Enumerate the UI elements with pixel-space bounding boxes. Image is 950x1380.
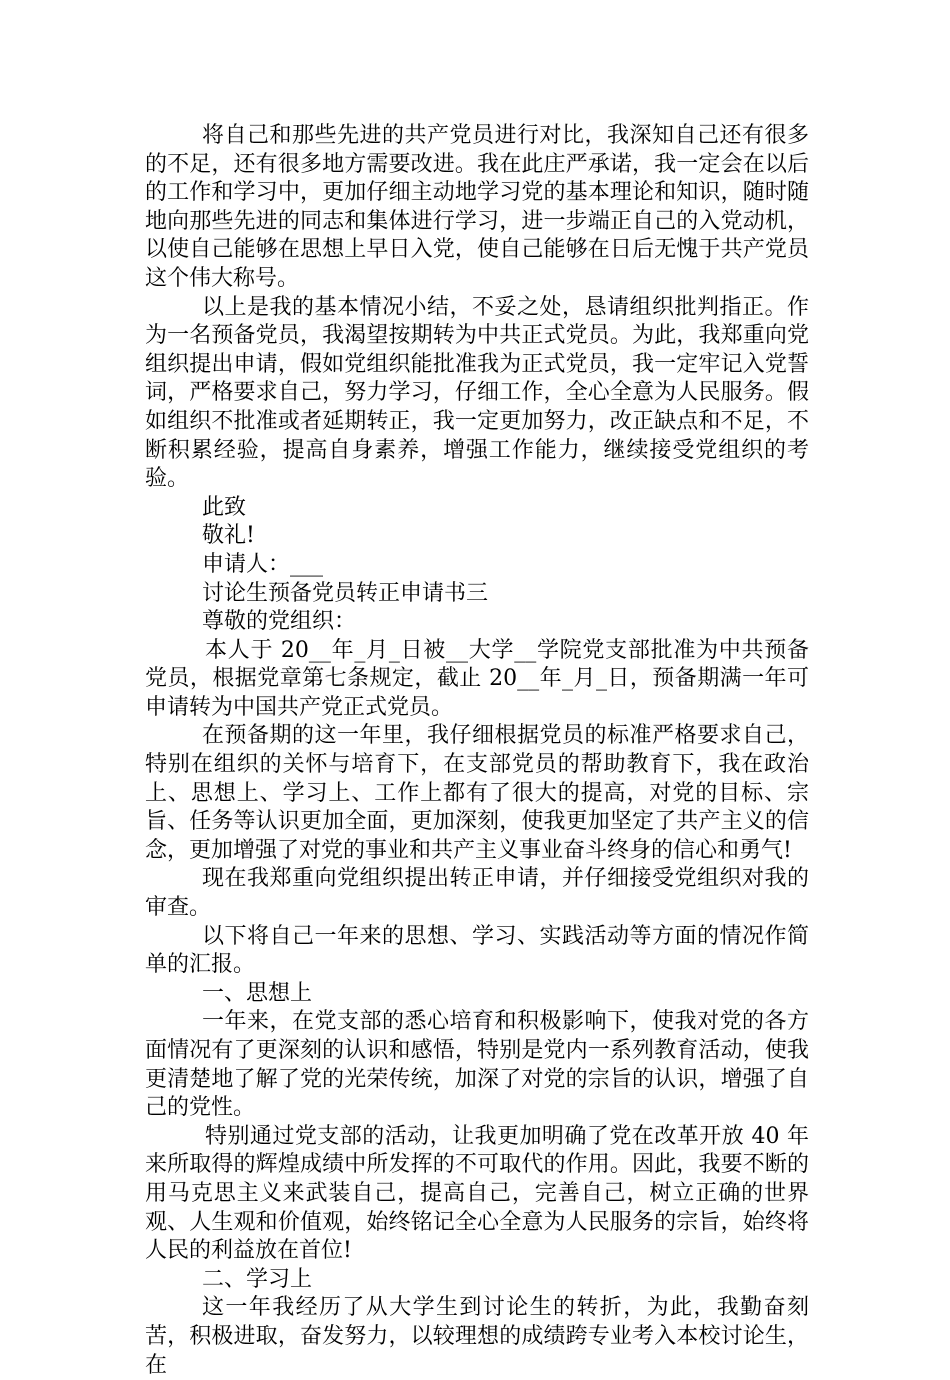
paragraph-report-intro: 以下将自己一年来的思想、学习、实践活动等方面的情况作简单的汇报。 [145,923,809,978]
paragraph-approval-info: 本人于 20__年_月_日被__大学__学院党支部批准为中共预备党员，根据党章第七条规定，截止 20__年_月_日，预备期满一年可申请转为中国共产党正式党员。 [145,637,809,720]
paragraph-formal-application: 现在我郑重向党组织提出转正申请，并仔细接受党组织对我的审查。 [145,866,809,921]
heading-ideology: 一、思想上 [202,980,313,1006]
closing-regards: 敬礼! [202,523,255,549]
paragraph-summary-request: 以上是我的基本情况小结，不妥之处，恳请组织批判指正。作为一名预备党员，我渴望按期转为中共正式党员。为此，我郑重向党组织提出申请，假如党组织能批准我为正式党员，我一定牢记入党誓词，严格要求自己，努力学习，仔细工作，全心全意为人民服务。假如组织不批准或者延期转正，我一定更加努力，改正缺点和不足，不断积累经验，提高自身素养，增强工作能力，继续接受党组织的考验。 [145,294,809,492]
letter-greeting: 尊敬的党组织： [202,609,357,635]
paragraph-study-1: 这一年我经历了从大学生到讨论生的转折，为此，我勤奋刻苦，积极进取，奋发努力，以较理想的成绩跨专业考入本校讨论生，在 [145,1295,809,1378]
closing-salutation: 此致 [202,494,247,520]
paragraph-probation-year: 在预备期的这一年里，我仔细根据党员的标准严格要求自己，特别在组织的关怀与培育下，在支部党员的帮助教育下，我在政治上、思想上、学习上、工作上都有了很大的提高，对党的目标、宗旨、任务等认识更加全面，更加深刻，使我更加坚定了共产主义的信念，更加增强了对党的事业和共产主义事业奋斗终身的信心和勇气! [145,723,809,863]
paragraph-ideology-1: 一年来，在党支部的悉心培育和积极影响下，使我对党的各方面情况有了更深刻的认识和感悟，特别是党内一系列教育活动，使我更清楚地了解了党的光荣传统，加深了对党的宗旨的认识，增强了自己的党性。 [145,1009,809,1121]
section-title: 讨论生预备党员转正申请书三 [202,580,489,606]
paragraph-self-comparison: 将自己和那些先进的共产党员进行对比，我深知自己还有很多的不足，还有很多地方需要改进。我在此庄严承诺，我一定会在以后的工作和学习中，更加仔细主动地学习党的基本理论和知识，随时随地向那些先进的同志和集体进行学习，进一步端正自己的入党动机，以使自己能够在思想上早日入党，使自己能够在日后无愧于共产党员这个伟大称号。 [145,123,809,291]
paragraph-ideology-2: 特别通过党支部的活动，让我更加明确了党在改革开放 40 年来所取得的辉煌成绩中所发挥的不可取代的作用。因此，我要不断的用马克思主义来武装自己，提高自己，完善自己，树立正确的世界观、人生观和价值观，始终铭记全心全意为人民服务的宗旨，始终将人民的利益放在首位! [145,1123,809,1264]
document-page [145,122,809,1380]
applicant-signature-line: 申请人：___ [202,551,324,577]
heading-study: 二、学习上 [202,1266,313,1292]
